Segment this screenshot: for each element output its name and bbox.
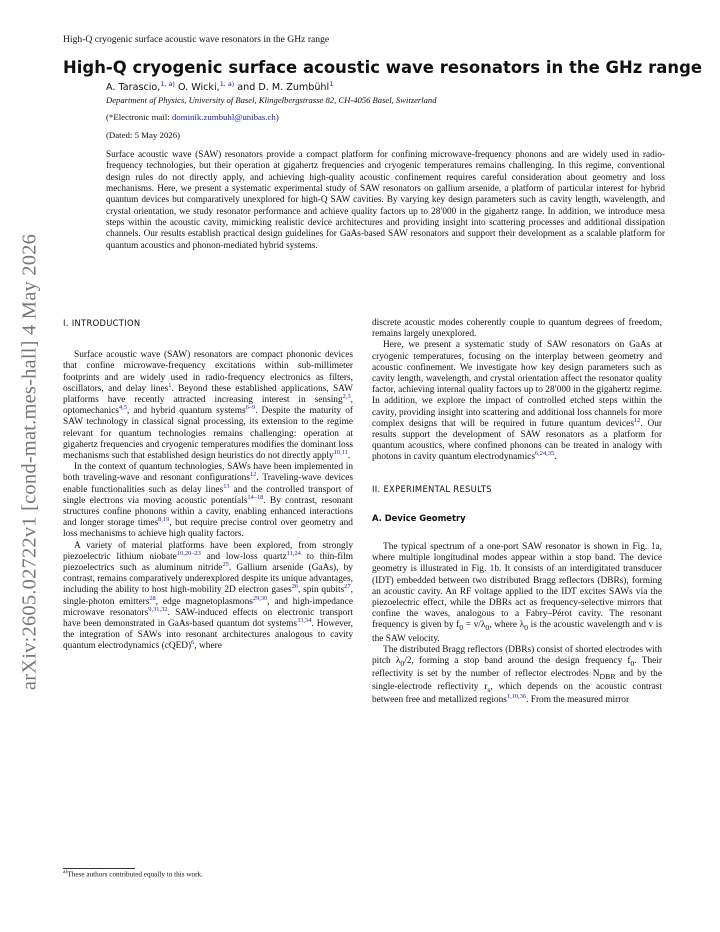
abstract: Surface acoustic wave (SAW) resonators provide a compact platform for confining microwave-frequency phonons and are widely used in radio-frequency technologies, but their operation at gigahertz frequencies and cryogenic temperatures remains challenging. In this regime, conventional design rules do not directly apply, and achieving high-quality acoustic confinement requires careful consideration about geometry and loss mechanisms. Here, we present a systematic experimental study of SAW resonators on gallium arsenide, a platform of particular interest for hybrid quantum devices but comparatively unexplored for high-Q SAW cavities. By varying key design parameters such as cavity length, wavelength, and crystal orientation, we study resonator performance and achieve quality factors up to 28′000 in the gigahertz range. In addition, we introduce mesa steps within the acoustic cavity, mimicking realistic device architectures and providing insight into scattering processes and additional dissipation channels. Our results establish practical design guidelines for GaAs-based SAW resonators and support their development as a scalable platform for quantum acoustics and phonon-mediated hybrid systems. (106, 150, 665, 251)
citation[interactable]: 8,19 (158, 516, 170, 524)
citation[interactable]: 10,20–23 (176, 549, 201, 557)
left-column (63, 318, 353, 653)
citation[interactable]: 6–9 (245, 404, 256, 412)
footnote (63, 869, 203, 878)
citation[interactable]: 33,34 (297, 616, 312, 624)
citation[interactable]: 10,11 (333, 448, 348, 456)
citation[interactable]: 26 (291, 583, 298, 591)
figure-link[interactable]: 1 (650, 542, 656, 553)
author-name: O. Wicki, (177, 82, 220, 94)
subscript: 0 (524, 623, 529, 633)
author-mark[interactable]: 1, a) (219, 80, 235, 88)
author-list (106, 80, 333, 93)
email-prefix: (*Electronic mail: (106, 112, 172, 122)
citation[interactable]: 4,5 (119, 404, 128, 412)
citation[interactable]: 12 (249, 471, 257, 479)
citation[interactable]: 1 (168, 381, 172, 389)
author-mark[interactable]: 1, a) (160, 80, 175, 88)
citation[interactable]: 12 (633, 416, 641, 424)
citation[interactable]: 25 (222, 560, 229, 568)
running-header: High-Q cryogenic surface acoustic wave resonators in the GHz range (63, 34, 330, 45)
citation[interactable]: 14–18 (247, 493, 264, 501)
paragraph: Surface acoustic wave (SAW) resonators are compact phononic devices that confine microwave-frequency excitations within sub-millimeter footprints and are widely used in radio-frequency electronics as filters, oscillators, and delay lines$^1$. Beyond these established applications, SAW platforms have recently attracted increasing interest in sensing$^{2,3}$, optomechanics$^{4,5}$, and hybrid quantum systems$^{6-9}$. Despite the maturity of SAW technology in classical signal processing, its extension to the regime relevant for quantum technologies remains challenging: operation at gigahertz frequencies and cryogenic temperatures modifies the dominant loss mechanisms such that established design heuristics do not directly apply$^{10,11}$. (63, 350, 353, 462)
citation[interactable]: 9,31,32 (148, 605, 168, 613)
subscript: s (487, 684, 491, 694)
email-suffix: ) (275, 112, 279, 122)
citation[interactable]: 2,3 (342, 392, 351, 400)
subscript: 0 (400, 658, 405, 668)
figure-link[interactable]: 1 (489, 564, 495, 575)
date-line: (Dated: 5 May 2026) (106, 130, 181, 140)
citation[interactable]: 6,24,35 (534, 450, 555, 458)
paragraph: Here, we present a systematic study of SAW resonators on GaAs at cryogenic temperatures, focusing on the interplay between geometry and acoustic confinement. We investigate how key design parameters such as cavity length, wavelength, and crystal orientation affect the resonator quality factor, achieving internal quality factors up to 28′000 in the gigahertz regime. In addition, we explore the impact of controlled etched steps within the cavity, providing insight into scattering and additional loss channels for more complex designs that will be required in future quantum devices$^{12}$. Our results support the development of SAW resonators as a platform for quantum acoustics, where confined phonons can be treated in analogy with photons in cavity quantum electrodynamics$^{6,24,35}$. (372, 340, 662, 463)
paragraph: The distributed Bragg reflectors (DBRs) consist of shorted electrodes with pitch $\lambda_0/2$, forming a stop band around the design frequency $f_0$. Their reflectivity is set by the number of reflector electrodes $N_{DBR}$ and by the single-electrode reflectivity $r_s$, which depends on the acoustic contrast between free and metallized regions$^{1,10,36}$. From the measured mirror (372, 644, 662, 706)
affiliation: Department of Physics, University of Basel, Klingelbergstrasse 82, CH-4056 Basel, Switzerland (106, 95, 437, 105)
right-column (372, 318, 662, 706)
paragraph: In the context of quantum technologies, SAWs have been implemented in both traveling-wave and resonant configurations$^{12}$. Traveling-wave devices enable functionalities such as delay lines$^{13}$ and the controlled transport of single electrons via moving acoustic potentials$^{14-18}$. By contrast, resonant structures confine phonons within a cavity, enabling enhanced interactions and longer storage times$^{8,19}$, but require precise control over geometry and loss mechanisms to achieve high quality factors. (63, 462, 354, 540)
citation[interactable]: 1,10,36 (506, 693, 527, 701)
email-link[interactable]: dominik.zumbuhl@unibas.ch (171, 112, 276, 122)
subscript: DBR (599, 671, 616, 681)
footnote-text: These authors contributed equally to this work. (67, 870, 203, 879)
section-heading-results: II. EXPERIMENTAL RESULTS (372, 483, 492, 494)
footnote-mark: a) (63, 869, 68, 875)
paper-title: High-Q cryogenic surface acoustic wave resonators in the GHz range (63, 58, 703, 77)
citation[interactable]: 29,30 (252, 594, 268, 602)
paragraph: A variety of material platforms have been explored, from strongly piezoelectric lithium niobate$^{10,20-23}$ and low-loss quartz$^{11,24}$ to thin-film piezoelectrics such as aluminum nitride$^{25}$. Gallium arsenide (GaAs), by contrast, remains comparatively underexplored despite its unique advantages, including the ability to host high-mobility 2D electron gases$^{26}$, spin qubits$^{27}$, single-photon emitters$^{28}$, edge magnetoplasmons$^{29,30}$, and high-impedance microwave resonators$^{9,31,32}$. SAW-induced effects on electronic transport have been demonstrated in GaAs-based quantum dot systems$^{33,34}$. However, the integration of SAWs into resonant architectures analogous to cavity quantum electrodynamics (cQED)$^6$, where (63, 540, 353, 652)
subsection-heading-device-geometry: A. Device Geometry (372, 512, 466, 523)
citation[interactable]: 6 (191, 639, 195, 647)
subscript: 0 (630, 658, 635, 668)
citation[interactable]: 13 (223, 482, 230, 490)
email-line (106, 112, 279, 122)
subscript: 0 (485, 623, 490, 633)
paragraph: discrete acoustic modes coherently couple to quantum degrees of freedom, remains largely unexplored. (372, 318, 662, 340)
paragraph: The typical spectrum of a one-port SAW resonator is shown in Fig. 1a, where multiple longitudinal modes appear within a stop band. The device geometry is illustrated in Fig. 1b. It consists of an interdigitated transducer (IDT) embedded between two distributed Bragg reflectors (DBRs), forming an acoustic cavity. An RF voltage applied to the IDT excites SAWs via the piezoelectric effect, while the DBRs act as frequency-selective mirrors that confine the waves, analogous to a Fabry–Pérot cavity. The resonant frequency is given by $f_0 = v/\lambda_0$, where $\lambda_0$ is the acoustic wavelength and v is the SAW velocity. (372, 542, 662, 644)
citation[interactable]: 11,24 (286, 549, 301, 557)
subscript: 0 (459, 623, 464, 633)
arxiv-identifier-stamp[interactable]: arXiv:2605.02722v1 [cond-mat.mes-hall] 4 May 2026 (18, 233, 41, 691)
citation[interactable]: 28 (149, 594, 156, 602)
section-heading-introduction: I. INTRODUCTION (63, 318, 141, 328)
citation[interactable]: 27 (344, 583, 351, 591)
author-mark[interactable]: 1 (329, 80, 334, 88)
author-name: A. Tarascio, (106, 82, 161, 94)
author-name: and D. M. Zumbühl (237, 82, 330, 94)
